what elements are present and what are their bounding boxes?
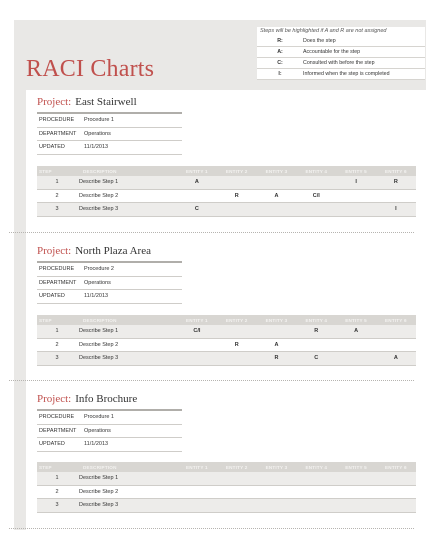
legend-desc: Does the step [303, 38, 336, 44]
procedure-label: PROCEDURE [39, 266, 75, 273]
entity-1-header: ENTITY 1 [186, 168, 208, 174]
raci-table [37, 315, 416, 366]
procedure-value[interactable]: Procedure 1 [84, 414, 114, 421]
raci-table-header [37, 315, 416, 325]
entity-6-header: ENTITY 6 [385, 464, 407, 470]
entity-1-header: ENTITY 1 [186, 464, 208, 470]
project-name: Info Brochure [75, 393, 138, 405]
project-label: Project: [37, 245, 72, 257]
legend-code: C: [277, 60, 283, 66]
document-title: RACI Charts [26, 56, 155, 82]
project-name: East Stairwell [75, 96, 137, 108]
procedure-row [37, 411, 182, 425]
entity-6-header: ENTITY 6 [385, 317, 407, 323]
entity-2-cell[interactable]: R [234, 341, 239, 348]
department-label: DEPARTMENT [39, 427, 77, 434]
entity-6-cell[interactable]: A [393, 355, 398, 362]
updated-value[interactable]: 11/1/2013 [84, 144, 109, 151]
description-header: DESCRIPTION [83, 464, 117, 470]
project-section [37, 393, 417, 523]
entity-2-cell[interactable]: R [234, 192, 239, 199]
step-description[interactable]: Describe Step 2 [79, 192, 119, 199]
entity-2-header: ENTITY 2 [225, 168, 248, 174]
procedure-label: PROCEDURE [39, 117, 75, 124]
updated-value[interactable]: 11/1/2013 [84, 441, 109, 448]
project-label: Project: [37, 393, 72, 405]
updated-label: UPDATED [39, 293, 65, 300]
department-row [37, 277, 182, 291]
legend-table [257, 36, 425, 80]
entity-3-header: ENTITY 3 [265, 464, 288, 470]
step-description[interactable]: Describe Step 2 [79, 341, 119, 348]
entity-1-cell[interactable]: A [194, 179, 199, 186]
entity-1-cell[interactable]: C/I [193, 328, 201, 335]
step-number: 1 [55, 328, 59, 335]
entity-6-header: ENTITY 6 [385, 168, 407, 174]
project-title [37, 245, 417, 261]
step-number: 2 [55, 192, 59, 199]
department-value[interactable]: Operations [84, 427, 111, 434]
updated-label: UPDATED [39, 441, 65, 448]
table-row [37, 339, 416, 353]
entity-5-header: ENTITY 5 [345, 317, 367, 323]
updated-row [37, 438, 182, 452]
table-row [37, 190, 416, 204]
step-number: 3 [55, 502, 59, 509]
step-number: 2 [55, 488, 59, 495]
entity-4-cell[interactable]: C [314, 355, 319, 362]
step-number: 1 [55, 179, 59, 186]
entity-4-cell[interactable]: R [314, 328, 319, 335]
raci-table-header [37, 166, 416, 176]
entity-3-header: ENTITY 3 [265, 317, 288, 323]
project-title [37, 96, 417, 112]
project-info-table [37, 263, 182, 304]
entity-4-header: ENTITY 4 [305, 317, 328, 323]
legend-code: I: [278, 71, 282, 77]
updated-value[interactable]: 11/1/2013 [84, 293, 109, 300]
department-row [37, 128, 182, 142]
table-row [37, 486, 416, 500]
step-description[interactable]: Describe Step 3 [79, 502, 119, 509]
section-divider [9, 380, 414, 381]
department-label: DEPARTMENT [39, 279, 77, 286]
legend-desc: Consulted with before the step [303, 60, 375, 66]
table-row [37, 472, 416, 486]
entity-5-cell[interactable]: I [355, 179, 357, 186]
procedure-label: PROCEDURE [39, 414, 75, 421]
project-name: North Plaza Area [75, 245, 151, 257]
procedure-value[interactable]: Procedure 2 [84, 266, 114, 273]
legend-code: A: [277, 49, 283, 55]
step-number: 3 [55, 355, 59, 362]
step-number: 3 [55, 206, 59, 213]
raci-table [37, 462, 416, 513]
legend-code: R: [277, 38, 283, 44]
project-info-table [37, 411, 182, 452]
step-description[interactable]: Describe Step 3 [79, 355, 119, 362]
entity-3-cell[interactable]: A [274, 341, 279, 348]
entity-6-cell[interactable]: I [395, 206, 397, 213]
updated-label: UPDATED [39, 144, 65, 151]
entity-3-header: ENTITY 3 [265, 168, 288, 174]
description-header: DESCRIPTION [83, 168, 117, 174]
entity-5-cell[interactable]: A [354, 328, 359, 335]
step-description[interactable]: Describe Step 3 [79, 206, 119, 213]
legend-row [257, 58, 425, 69]
entity-2-header: ENTITY 2 [225, 464, 248, 470]
legend-desc: Informed when the step is completed [303, 71, 390, 77]
entity-1-cell[interactable]: C [194, 206, 199, 213]
legend-row [257, 47, 425, 58]
entity-3-cell[interactable]: R [274, 355, 279, 362]
table-row [37, 203, 416, 217]
step-header: STEP [39, 464, 52, 470]
legend-desc: Accountable for the step [303, 49, 361, 55]
entity-4-cell[interactable]: C/I [312, 192, 320, 199]
step-header: STEP [39, 168, 52, 174]
department-label: DEPARTMENT [39, 130, 77, 137]
legend-note: Steps will be highlighted if A and R are not assigned [260, 28, 387, 34]
table-row [37, 499, 416, 513]
step-description[interactable]: Describe Step 1 [79, 475, 119, 482]
table-row [37, 352, 416, 366]
description-header: DESCRIPTION [83, 317, 117, 323]
step-description[interactable]: Describe Step 1 [79, 179, 119, 186]
entity-5-header: ENTITY 5 [345, 168, 367, 174]
left-rail [14, 90, 26, 530]
entity-1-header: ENTITY 1 [186, 317, 208, 323]
project-title [37, 393, 417, 409]
entity-5-header: ENTITY 5 [345, 464, 367, 470]
section-divider [9, 232, 414, 233]
raci-table [37, 166, 416, 217]
table-row [37, 176, 416, 190]
raci-table-header [37, 462, 416, 472]
entity-4-header: ENTITY 4 [305, 464, 328, 470]
legend-row [257, 36, 425, 47]
step-header: STEP [39, 317, 52, 323]
updated-row [37, 290, 182, 304]
project-info-table [37, 114, 182, 155]
department-value[interactable]: Operations [84, 279, 111, 286]
entity-3-cell[interactable]: A [274, 192, 279, 199]
entity-4-header: ENTITY 4 [305, 168, 328, 174]
project-section [37, 245, 417, 385]
table-row [37, 325, 416, 339]
project-label: Project: [37, 96, 72, 108]
project-section [37, 96, 417, 236]
department-row [37, 425, 182, 439]
entity-2-header: ENTITY 2 [225, 317, 248, 323]
step-description[interactable]: Describe Step 1 [79, 328, 119, 335]
entity-6-cell[interactable]: R [393, 179, 398, 186]
section-divider [9, 528, 414, 529]
procedure-row [37, 114, 182, 128]
procedure-row [37, 263, 182, 277]
step-number: 1 [55, 475, 59, 482]
updated-row [37, 141, 182, 155]
legend-row [257, 69, 425, 80]
step-description[interactable]: Describe Step 2 [79, 488, 119, 495]
step-number: 2 [55, 341, 59, 348]
procedure-value[interactable]: Procedure 1 [84, 117, 114, 124]
department-value[interactable]: Operations [84, 130, 111, 137]
